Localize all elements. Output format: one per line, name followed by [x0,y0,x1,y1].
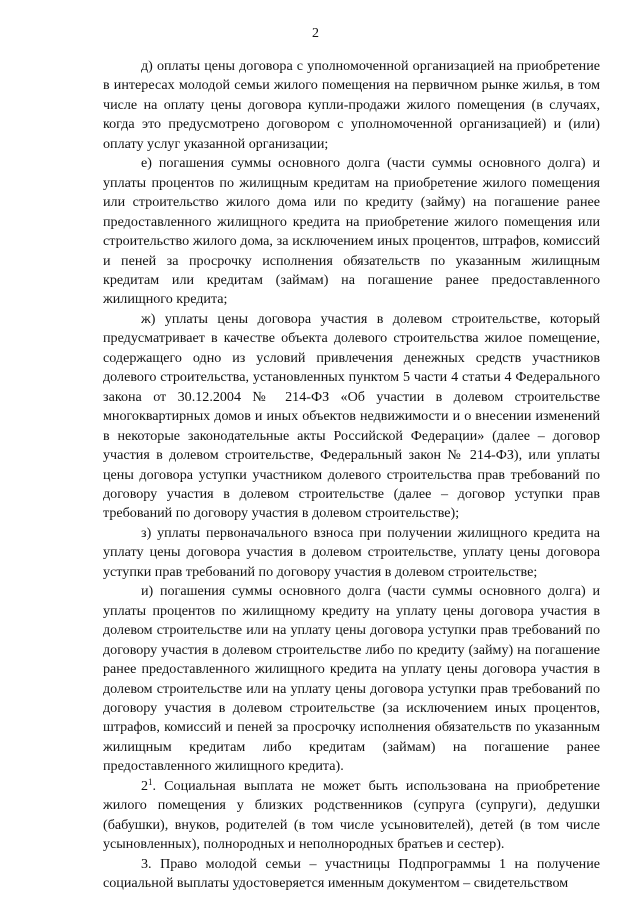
paragraph-d: д) оплаты цены договора с уполномоченной организацией на приобретение в интересах молодой семьи жилого помещения на первичном рынке жилья, в том числе на оплату цены договора купли-продажи жилого помещения (в случаях, когда это предусмотрено договором с уполномоченной организацией) и (или) оплату услуг указанной организации; [103,58,600,152]
paragraph-zh: ж) уплаты цены договора участия в долевом строительстве, который предусматривает в качестве объекта долевого строительства жилое помещение, содержащего одно из условий привлечения денежных средств участников долевого строительства, установленных пунктом 5 части 4 статьи 4 Федерального закона от 30.12.2004 № 214-ФЗ «Об участии в долевом строительстве многоквартирных домов и иных объектов недвижимости и о внесении изменений в некоторые законодательные акты Российской Федерации» (далее – договор участия в долевом строительстве, Федеральный закон № 214-ФЗ), или уплаты цены договора уступки участником долевого строительства прав требований по договору участия в долевом строительстве (далее – договор уступки прав требований по договору участия в долевом строительстве); [103,310,600,522]
document-body [103,57,600,893]
paragraph-z: з) уплаты первоначального взноса при получении жилищного кредита на уплату цены договора участия в долевом строительстве, уплату цены договора уступки прав требований по договору участия в долевом строительстве; [103,524,600,580]
page-number: 2 [312,26,319,41]
paragraph-e: е) погашения суммы основного долга (части суммы основного долга) и уплаты процентов по жилищным кредитам на приобретение жилого помещения или строительство жилого дома или по кредиту (займу) на погашение ранее предоставленного жилищного кредита на приобретение жилого помещения или строительство жилого дома, за исключением иных процентов, штрафов, комиссий и пеней за просрочку исполнения обязательств по указанным жилищным кредитам или кредитам (займам) на погашение ранее предоставленного жилищного кредита; [103,155,600,308]
paragraph-2-1 [103,777,600,855]
paragraph-2-1-superscript: 1 [148,776,153,787]
paragraph-i: и) погашения суммы основного долга (части суммы основного долга) и уплаты процентов по жилищному кредиту на уплату цены договора участия в долевом строительстве или на уплату цены договора уступки прав требований по договору участия в долевом строительстве либо по кредиту (займу) на погашение ранее предоставленного жилищного кредита на уплату цены договора участия в долевом строительстве или на уплату цены договора уступки прав требований по договору участия в долевом строительстве (за исключением иных процентов, штрафов, комиссий и пеней за просрочку исполнения обязательств по указанным жилищным кредитам либо кредитам (займам) на погашение ранее предоставленного жилищного кредита). [103,583,600,775]
paragraph-2-1-number: 2 [141,777,149,794]
paragraph-2-1-text: . Социальная выплата не может быть использована на приобретение жилого помещения у близких родственников (супруга (супруги), дедушки (бабушки), внуков, родителей (в том числе усыновителей), детей (в том числе усыновленных), полнородных и неполнородных братьев и сестер). [103,777,600,853]
paragraph-3: 3. Право молодой семьи – участницы Подпрограммы 1 на получение социальной выплаты удостоверяется именным документом – свидетельством [103,855,600,892]
